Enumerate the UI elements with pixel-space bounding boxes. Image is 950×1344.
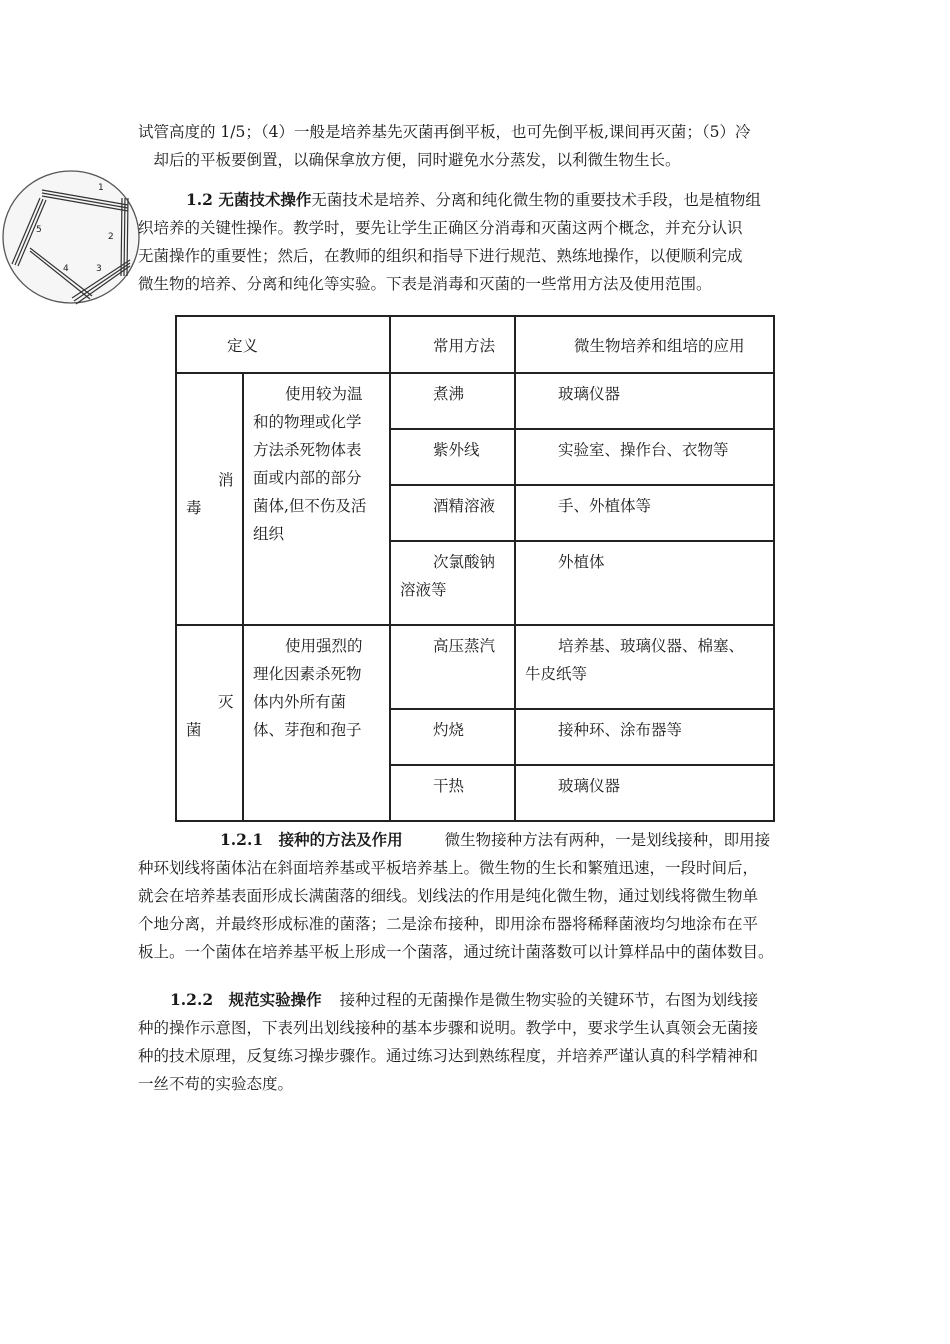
application-cell: 接种环、涂布器等 [515,709,774,765]
section-1-2-line: 织培养的关键性操作。教学时，要先让学生正确区分消毒和灭菌这两个概念，并充分认识 [138,219,743,237]
method-cell: 干热 [390,765,515,821]
section-1-2-line: 无菌技术是培养、分离和纯化微生物的重要技术手段，也是植物组 [311,191,761,209]
section-1-2-line: 微生物的培养、分离和纯化等实验。下表是消毒和灭菌的一些常用方法及使用范围。 [138,275,712,293]
application-cell: 外植体 [515,541,774,625]
section-1-2 [138,186,818,298]
header-application: 微生物培养和组培的应用 [515,316,774,373]
section-1-2-2-line: 接种过程的无菌操作是微生物实验的关键环节，右图为划线接 [339,991,759,1009]
sterilization-table [175,315,775,822]
section-1-2-1-line: 种环划线将菌体沾在斜面培养基或平板培养基上。微生物的生长和繁殖迅速，一段时间后， [138,859,759,877]
section-1-2-1-line: 就会在培养基表面形成长满菌落的细线。划线法的作用是纯化微生物，通过划线将微生物单 [138,887,759,905]
section-1-2-1 [138,826,818,966]
application-cell: 玻璃仪器 [515,765,774,821]
method-cell: 高压蒸汽 [390,625,515,709]
application-cell: 培养基、玻璃仪器、棉塞、 牛皮纸等 [515,625,774,709]
figure-label-4: 4 [63,264,69,274]
figure-label-5: 5 [36,225,42,235]
header-method: 常用方法 [390,316,515,373]
intro-line: 却后的平板要倒置，以确保拿放方便，同时避免水分蒸发，以利微生物生长。 [138,151,681,169]
table-row [176,373,774,429]
section-1-2-line: 无菌操作的重要性；然后，在教师的组织和指导下进行规范、熟练地操作，以便顺利完成 [138,247,743,265]
method-cell: 次氯酸钠 溶液等 [390,541,515,625]
table-header-row [176,316,774,373]
figure-label-3: 3 [96,264,102,274]
application-cell: 手、外植体等 [515,485,774,541]
section-1-2-2-heading: 1.2.2 规范实验操作 [170,990,322,1009]
section-1-2-1-line: 微生物接种方法有两种，一是划线接种，即用接 [444,831,771,849]
section-1-2-1-line: 个地分离，并最终形成标准的菌落；二是涂布接种，即用涂布器将稀释菌液均匀地涂布在平 [138,915,759,933]
section-1-2-heading: 1.2 无菌技术操作 [186,190,312,209]
figure-label-1: 1 [98,183,104,193]
method-cell: 煮沸 [390,373,515,429]
intro-line: 试管高度的 1/5；（4）一般是培养基先灭菌再倒平板，也可先倒平板,课间再灭菌；（5）冷 [138,123,751,141]
group-sterilization-definition: 使用强烈的 理化因素杀死物 体内外所有菌 体、芽孢和孢子 [243,625,390,821]
header-definition: 定义 [176,316,390,373]
method-cell: 灼烧 [390,709,515,765]
section-1-2-1-line: 板上。一个菌体在培养基平板上形成一个菌落，通过统计菌落数可以计算样品中的菌体数目。 [138,943,774,961]
application-cell: 实验室、操作台、衣物等 [515,429,774,485]
section-1-2-2 [138,986,818,1098]
section-1-2-2-line: 种的技术原理，反复练习操步骤作。通过练习达到熟练程度，并培养严谨认真的科学精神和 [138,1047,759,1065]
section-1-2-1-heading: 1.2.1 接种的方法及作用 [220,830,403,849]
table-row [176,625,774,709]
intro-paragraph [138,118,818,174]
method-cell: 酒精溶液 [390,485,515,541]
group-disinfection-definition: 使用较为温 和的物理或化学 方法杀死物体表 面或内部的部分 菌体,但不伤及活 组织 [243,373,390,625]
figure-label-2: 2 [108,232,114,242]
group-sterilization-name: 灭 菌 [176,625,243,821]
group-disinfection-name: 消 毒 [176,373,243,625]
streak-plate-figure [0,168,142,306]
section-1-2-2-line: 一丝不苟的实验态度。 [138,1075,294,1093]
method-cell: 紫外线 [390,429,515,485]
section-1-2-2-line: 种的操作示意图，下表列出划线接种的基本步骤和说明。教学中，要求学生认真领会无菌接 [138,1019,759,1037]
application-cell: 玻璃仪器 [515,373,774,429]
